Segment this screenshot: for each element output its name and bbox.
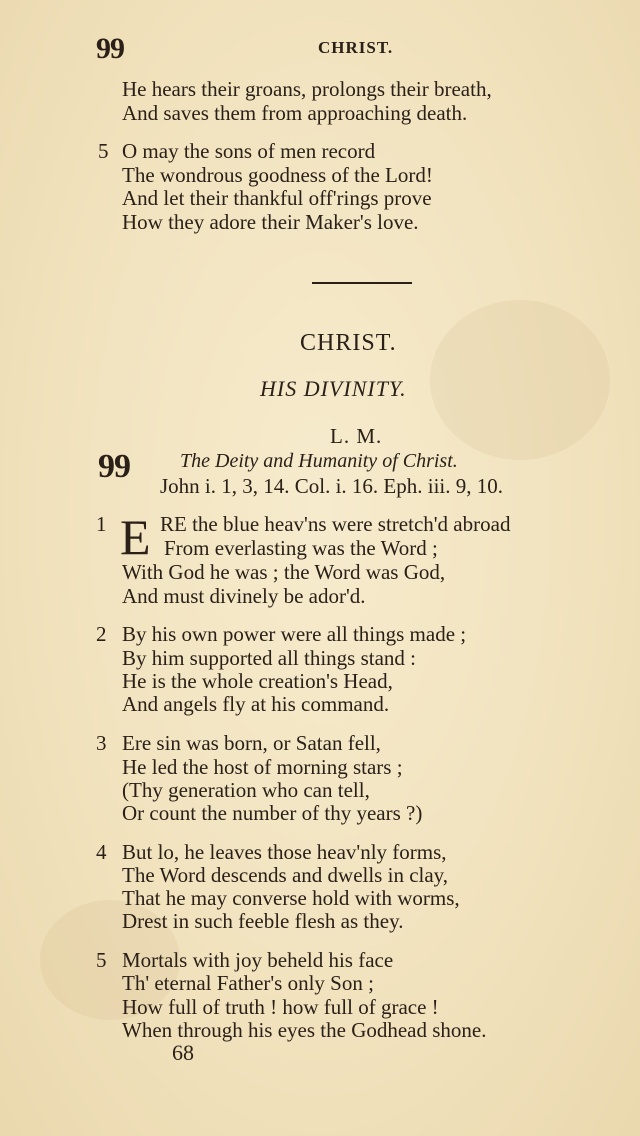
section-subtitle: HIS DIVINITY. (260, 376, 407, 401)
drop-cap: E (120, 509, 151, 565)
verse-line: And saves them from approaching death. (122, 101, 468, 125)
verse-line: The Word descends and dwells in clay, (122, 863, 449, 887)
verse-line: By him supported all things stand : (122, 646, 416, 670)
verse-line: Drest in such feeble flesh as they. (122, 909, 404, 933)
stanza-number: 1 (96, 512, 107, 536)
verse-line: With God he was ; the Word was God, (122, 560, 446, 584)
hymn-meter: L. M. (330, 424, 383, 448)
stanza-number: 4 (96, 840, 107, 864)
verse-line: Ere sin was born, or Satan fell, (122, 731, 381, 755)
verse-line: The wondrous goodness of the Lord! (122, 163, 433, 187)
verse-line: That he may converse hold with worms, (122, 886, 460, 910)
hymn-title: The Deity and Humanity of Christ. (180, 450, 458, 472)
stanza-number: 5 (96, 948, 107, 972)
page-number: 99 (96, 32, 124, 65)
verse-line: Or count the number of thy years ?) (122, 801, 423, 825)
verse-line: How full of truth ! how full of grace ! (122, 995, 439, 1019)
stanza-number: 2 (96, 622, 107, 646)
verse-line: RE the blue heav'ns were stretch'd abroad (160, 512, 511, 536)
verse-line: And let their thankful off'rings prove (122, 186, 432, 210)
verse-line: When through his eyes the Godhead shone. (122, 1018, 487, 1042)
verse-line: And angels fly at his command. (122, 692, 390, 716)
verse-line: But lo, he leaves those heav'nly forms, (122, 840, 447, 864)
verse-line: O may the sons of men record (122, 139, 376, 163)
hymn-number: 99 (98, 448, 130, 485)
signature-mark: 68 (172, 1040, 194, 1065)
verse-line: (Thy generation who can tell, (122, 778, 370, 802)
verse-line: Mortals with joy beheld his face (122, 948, 394, 972)
verse-line: From everlasting was the Word ; (164, 536, 438, 560)
scripture-references: John i. 1, 3, 14. Col. i. 16. Eph. iii. 9, 10. (160, 474, 504, 498)
verse-line: Th' eternal Father's only Son ; (122, 971, 374, 995)
verse-line: He is the whole creation's Head, (122, 669, 393, 693)
verse-line: And must divinely be ador'd. (122, 584, 366, 608)
paper-stain (430, 300, 610, 460)
verse-line: How they adore their Maker's love. (122, 210, 419, 234)
stanza-number: 5 (98, 139, 109, 163)
section-title: CHRIST. (300, 330, 397, 356)
section-divider (312, 282, 412, 284)
running-title: CHRIST. (318, 38, 394, 57)
verse-line: By his own power were all things made ; (122, 622, 467, 646)
verse-line: He hears their groans, prolongs their breath, (122, 77, 492, 101)
verse-line: He led the host of morning stars ; (122, 755, 403, 779)
stanza-number: 3 (96, 731, 107, 755)
